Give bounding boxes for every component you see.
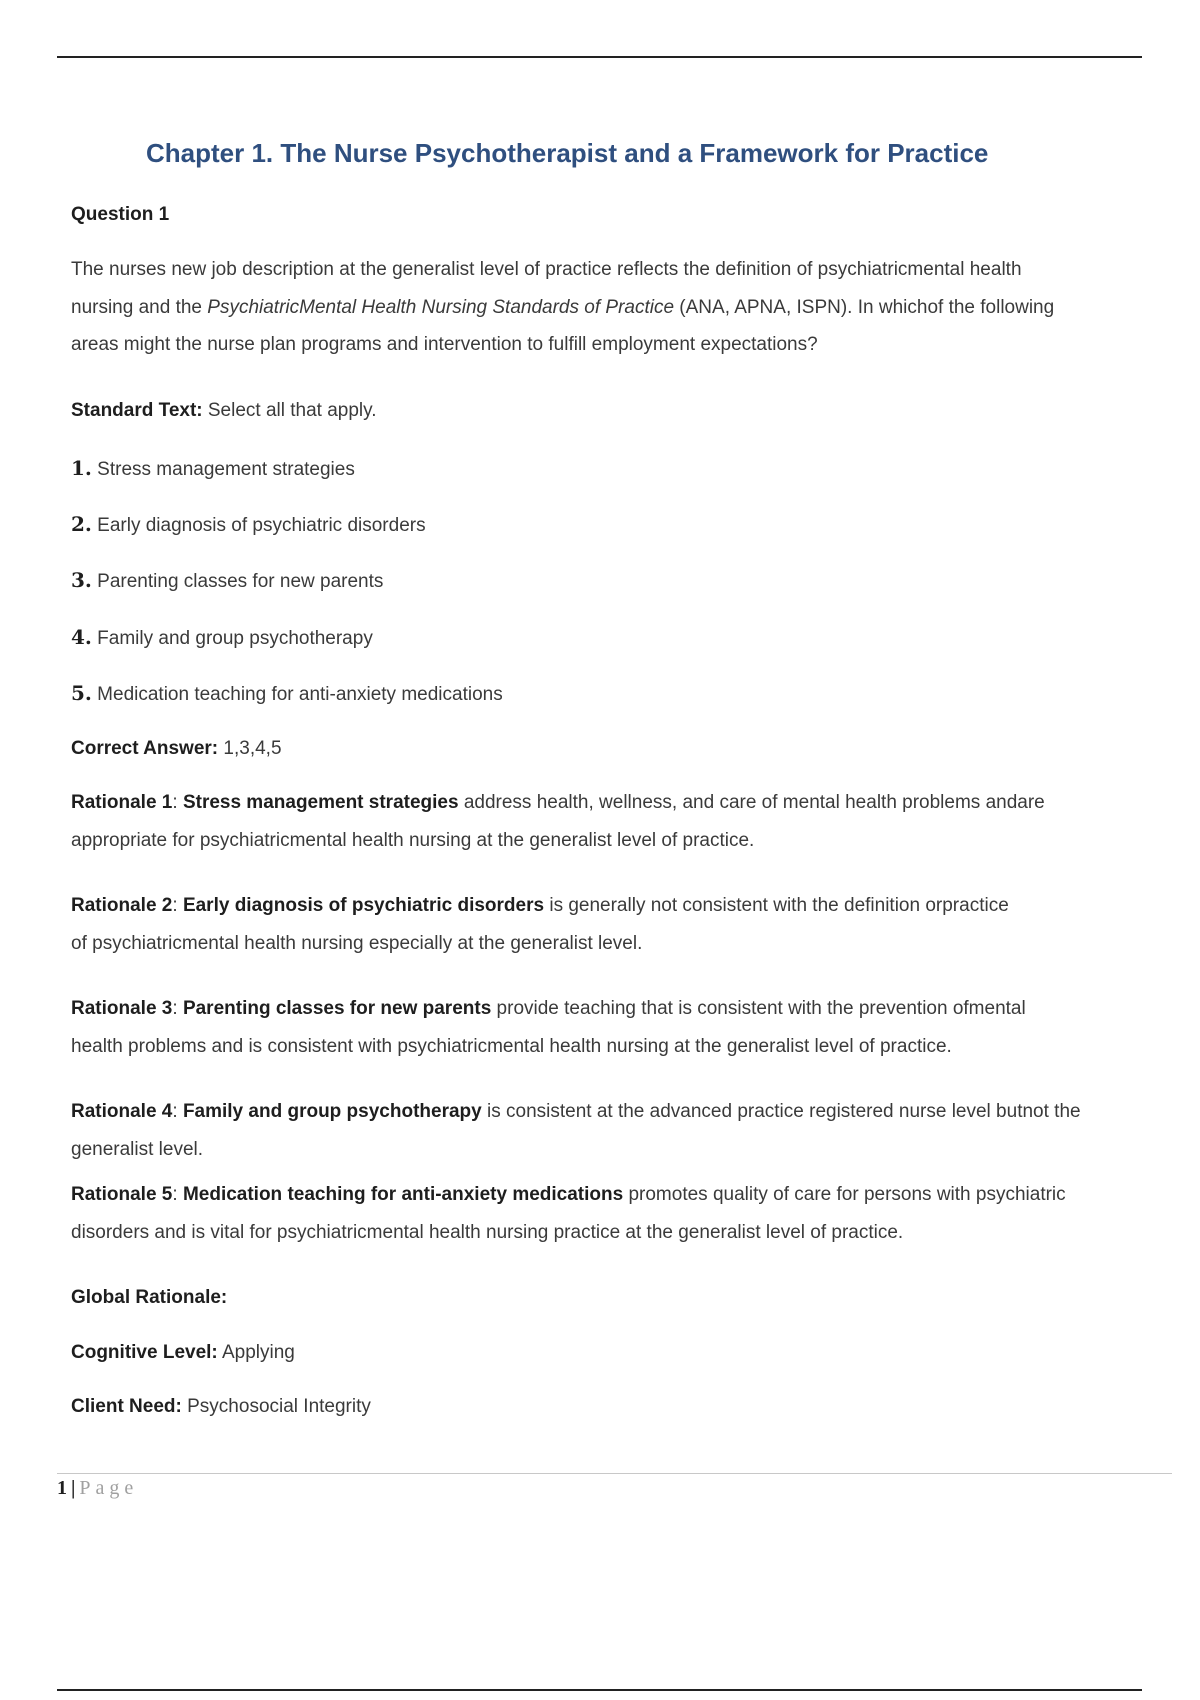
global-rationale-label: Global Rationale:: [71, 1287, 228, 1308]
rationale-topic: Stress management strategies: [182, 792, 459, 813]
standard-text-value: Select all that apply.: [202, 400, 377, 421]
option-number: 5.: [71, 681, 92, 705]
rationale-text: is generally not consistent with the definition orpractice: [544, 895, 1009, 916]
bottom-rule: [57, 1689, 1142, 1691]
correct-answer-label: Correct Answer:: [71, 738, 219, 759]
answer-option: [71, 625, 373, 651]
question-stem-line: [71, 296, 1054, 320]
rationale-5: Rationale 5: Medication teaching for anti-anxiety medications promotes quality of care for persons with psychiatric: [71, 1184, 1066, 1205]
rationale-label: Rationale 3: [71, 998, 173, 1019]
cognitive-level-label: Cognitive Level:: [71, 1342, 218, 1363]
question-stem-text: (ANA, APNA, ISPN). In whichof the following: [674, 297, 1055, 318]
rationale-text: disorders and is vital for psychiatricmental health nursing practice at the generalist level of practice.: [71, 1222, 904, 1243]
option-text: Family and group psychotherapy: [97, 628, 373, 649]
page-word: Page: [79, 1477, 139, 1499]
question-stem-line: [71, 333, 818, 357]
rationale-label: Rationale 2: [71, 895, 173, 916]
question-stem-line: [71, 258, 1022, 282]
rationale-text: appropriate for psychiatricmental health nursing at the generalist level of practice.: [71, 830, 755, 851]
answer-option: [71, 512, 426, 538]
top-rule: [57, 56, 1142, 58]
answer-option: [71, 568, 383, 594]
option-number: 1.: [71, 456, 92, 480]
page-number: 1: [57, 1477, 67, 1499]
answer-option: [71, 681, 503, 707]
rationale-text: health problems and is consistent with psychiatricmental health nursing at the generalist level of practice.: [71, 1036, 952, 1057]
question-stem-text: The nurses new job description at the generalist level of practice reflects the definition of psychiatricmental health: [71, 259, 1022, 280]
standard-text-label: Standard Text:: [71, 400, 203, 421]
client-need-value: Psychosocial Integrity: [181, 1396, 371, 1417]
option-number: 4.: [71, 625, 92, 649]
rationale-text: address health, wellness, and care of mental health problems andare: [458, 792, 1045, 813]
rationale-2: Rationale 2: Early diagnosis of psychiatric disorders is generally not consistent with the definition orpractice: [71, 895, 1009, 916]
standards-title: PsychiatricMental Health Nursing Standards of Practice: [207, 297, 675, 318]
rationale-4: Rationale 4: Family and group psychotherapy is consistent at the advanced practice registered nurse level butnot the: [71, 1101, 1081, 1122]
question-stem-text: nursing and the: [71, 297, 208, 318]
option-text: Parenting classes for new parents: [97, 571, 384, 592]
option-text: Stress management strategies: [97, 459, 355, 480]
cognitive-level: [71, 1341, 295, 1365]
option-text: Medication teaching for anti-anxiety medications: [97, 684, 503, 705]
client-need-label: Client Need:: [71, 1396, 182, 1417]
rationale-topic: Parenting classes for new parents: [182, 998, 492, 1019]
rationale-text: generalist level.: [71, 1139, 204, 1160]
question-label: Question 1: [71, 204, 170, 225]
rationale-topic: Family and group psychotherapy: [182, 1101, 482, 1122]
answer-option: [71, 456, 355, 482]
page-separator: |: [71, 1477, 76, 1499]
option-number: 2.: [71, 512, 92, 536]
rationale-text: provide teaching that is consistent with the prevention ofmental: [491, 998, 1026, 1019]
rationale-topic: Early diagnosis of psychiatric disorders: [182, 895, 545, 916]
client-need: [71, 1395, 371, 1419]
cognitive-level-value: Applying: [217, 1342, 295, 1363]
option-number: 3.: [71, 568, 92, 592]
rationale-1: Rationale 1: Stress management strategies address health, wellness, and care of mental health problems andare: [71, 792, 1045, 813]
chapter-title: Chapter 1. The Nurse Psychotherapist and a Framework for Practice: [146, 138, 989, 168]
question-stem-text: areas might the nurse plan programs and intervention to fulfill employment expectations?: [71, 334, 818, 355]
rationale-label: Rationale 1: [71, 792, 173, 813]
rationale-text: of psychiatricmental health nursing especially at the generalist level.: [71, 933, 643, 954]
page-footer: [57, 1477, 138, 1500]
rationale-3: Rationale 3: Parenting classes for new parents provide teaching that is consistent with the prevention ofmental: [71, 998, 1026, 1019]
rationale-topic: Medication teaching for anti-anxiety medications: [182, 1184, 624, 1205]
rationale-text: is consistent at the advanced practice registered nurse level butnot the: [481, 1101, 1081, 1122]
rationale-label: Rationale 5: [71, 1184, 173, 1205]
rationale-text: promotes quality of care for persons with psychiatric: [623, 1184, 1066, 1205]
standard-text: [71, 399, 377, 423]
correct-answer: [71, 737, 282, 761]
rationale-label: Rationale 4: [71, 1101, 173, 1122]
option-text: Early diagnosis of psychiatric disorders: [97, 515, 426, 536]
correct-answer-value: 1,3,4,5: [218, 738, 282, 759]
footer-rule: [57, 1473, 1172, 1474]
